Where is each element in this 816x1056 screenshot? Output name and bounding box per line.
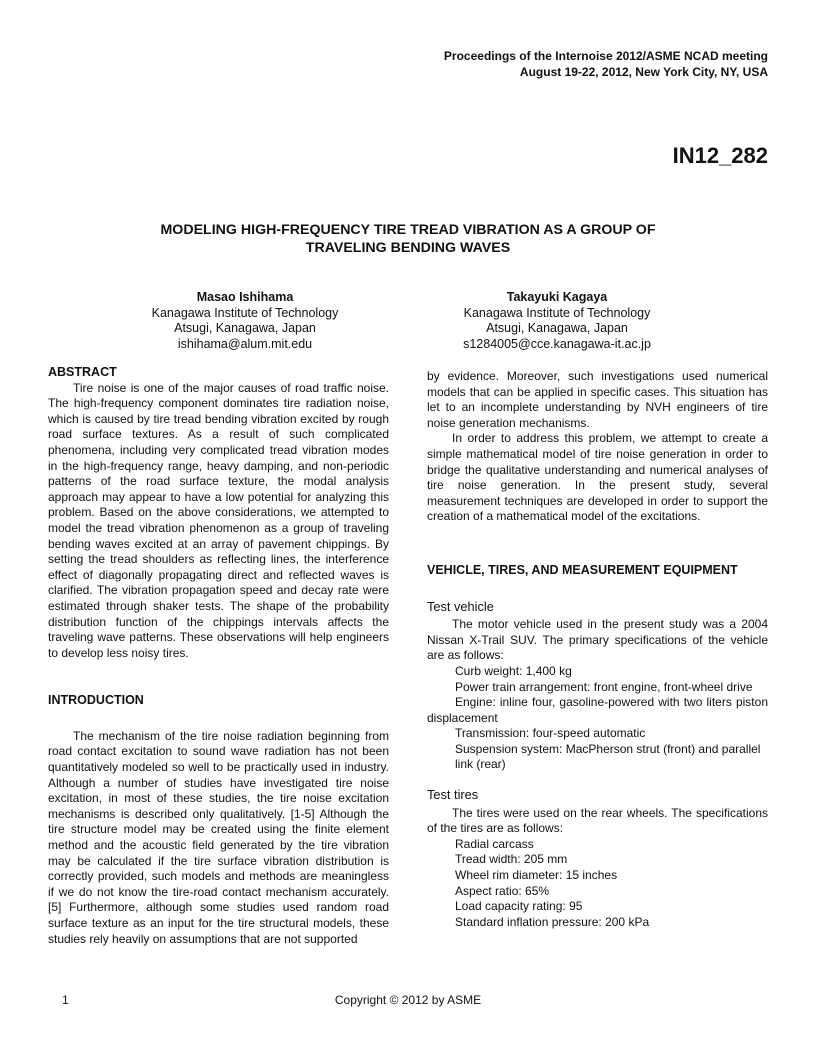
author-email[interactable]: s1284005@cce.kanagawa-it.ac.jp xyxy=(463,336,651,351)
list-item: Curb weight: 1,400 kg xyxy=(455,663,572,678)
tires-spec-list xyxy=(427,837,768,931)
author-affiliation: Kanagawa Institute of Technology xyxy=(151,305,339,320)
author-location: Atsugi, Kanagawa, Japan xyxy=(174,321,316,335)
page-number: 1 xyxy=(62,993,69,1007)
footer-copyright: Copyright © 2012 by ASME xyxy=(334,993,482,1007)
author-email[interactable]: ishihama@alum.mit.edu xyxy=(177,336,313,351)
subheading-test-vehicle: Test vehicle xyxy=(427,598,494,614)
abstract-heading: ABSTRACT xyxy=(48,365,117,379)
left-column xyxy=(48,365,389,947)
introduction-paragraph-continued: by evidence. Moreover, such investigations used numerical models that can be applied in specific cases. This situation has let to an incomplete understanding by NVH engineers of tire noise generation mechanisms. xyxy=(427,369,768,430)
author-location: Atsugi, Kanagawa, Japan xyxy=(486,321,628,335)
list-item: Transmission: four-speed automatic xyxy=(455,726,646,741)
list-item: Standard inflation pressure: 200 kPa xyxy=(455,914,650,929)
author-name: Masao Ishihama xyxy=(196,290,294,304)
paper-title xyxy=(0,221,816,257)
subheading-test-tires: Test tires xyxy=(427,787,479,803)
list-item: Power train arrangement: front engine, front-wheel drive xyxy=(455,679,753,694)
right-column xyxy=(427,369,768,930)
list-item: Aspect ratio: 65% xyxy=(455,883,550,898)
list-item: Tread width: 205 mm xyxy=(455,852,568,867)
vehicle-intro: The motor vehicle used in the present study was a 2004 Nissan X-Trail SUV. The primary specifications of the vehicle are as follows: xyxy=(427,617,768,663)
list-item: Load capacity rating: 95 xyxy=(455,899,583,914)
introduction-paragraph: The mechanism of the tire noise radiation beginning from road contact excitation to sound wave radiation has not been quantitatively modeled so well to be practically used in industry. Although a number of studies have investigated tire noise excitation, in most of these studies, the tire noise excitation mechanisms is described only qualitatively. [1-5] Although the tire structure model may be created using the finite element method and the acoustic field generated by the tire vibration may be calculated if the tire surface vibration distribution is correctly provided, such models and methods are meaningless if we do not know the tire-road contact mechanism accurately.[5] Furthermore, although some studies used random road surface texture as an input for the tire structural models, these studies rely heavily on assumptions that are not supported xyxy=(48,728,389,946)
list-item: Suspension system: MacPherson strut (front) and parallel link (rear) xyxy=(455,741,761,772)
author-block-2 xyxy=(427,290,687,352)
paper-title-line-2: TRAVELING BENDING WAVES xyxy=(305,240,511,256)
paper-id: IN12_282 xyxy=(672,143,768,168)
author-affiliation: Kanagawa Institute of Technology xyxy=(463,305,651,320)
abstract-text: Tire noise is one of the major causes of road traffic noise. The high-frequency component dominates tire radiation noise, which is caused by tire tread bending vibration excited by rough road surface textures. As a result of such complicated phenomena, including very complicated tread vibration modes in the high-frequency range, heavy damping, and non-periodic patterns of the road surface texture, the modal analysis approach may appear to have a low potential for analyzing this problem. Based on the above considerations, we attempted to model the tread vibration phenomenon as a group of traveling bending waves excited at an array of pavement chippings. By setting the tread shoulders as reflecting lines, the interference effect of diagonally propagating direct and reflected waves is clarified. The vibration propagation speed and decay rate were estimated through shaker tests. The shape of the probability distribution function of the chippings intervals affects the traveling wave patterns. These observations will help engineers to develop less noisy tires. xyxy=(48,380,389,660)
section-heading-vehicle-tires: VEHICLE, TIRES, AND MEASUREMENT EQUIPMENT xyxy=(427,562,738,577)
author-name: Takayuki Kagaya xyxy=(506,290,608,304)
introduction-heading: INTRODUCTION xyxy=(48,693,144,708)
introduction-paragraph-2: In order to address this problem, we attempt to create a simple mathematical model of tire noise generation in order to bridge the qualitative understanding and numerical analyses of tire noise generation. In the present study, several measurement techniques are developed in order to support the creation of a mathematical model of the excitations. xyxy=(427,431,768,524)
vehicle-spec-list xyxy=(427,664,768,773)
proceedings-title: Proceedings of the Internoise 2012/ASME NCAD meeting xyxy=(443,49,768,63)
conference-date-location: August 19-22, 2012, New York City, NY, USA xyxy=(519,65,768,79)
author-block-1 xyxy=(115,290,375,352)
list-item: Wheel rim diameter: 15 inches xyxy=(455,868,618,883)
paper-title-line-1: MODELING HIGH-FREQUENCY TIRE TREAD VIBRATION AS A GROUP OF xyxy=(160,222,656,238)
list-item: Engine: inline four, gasoline-powered with two liters piston displacement xyxy=(427,695,768,725)
list-item: Radial carcass xyxy=(455,836,534,851)
tires-intro: The tires were used on the rear wheels. The specifications of the tires are as follows: xyxy=(427,805,768,836)
